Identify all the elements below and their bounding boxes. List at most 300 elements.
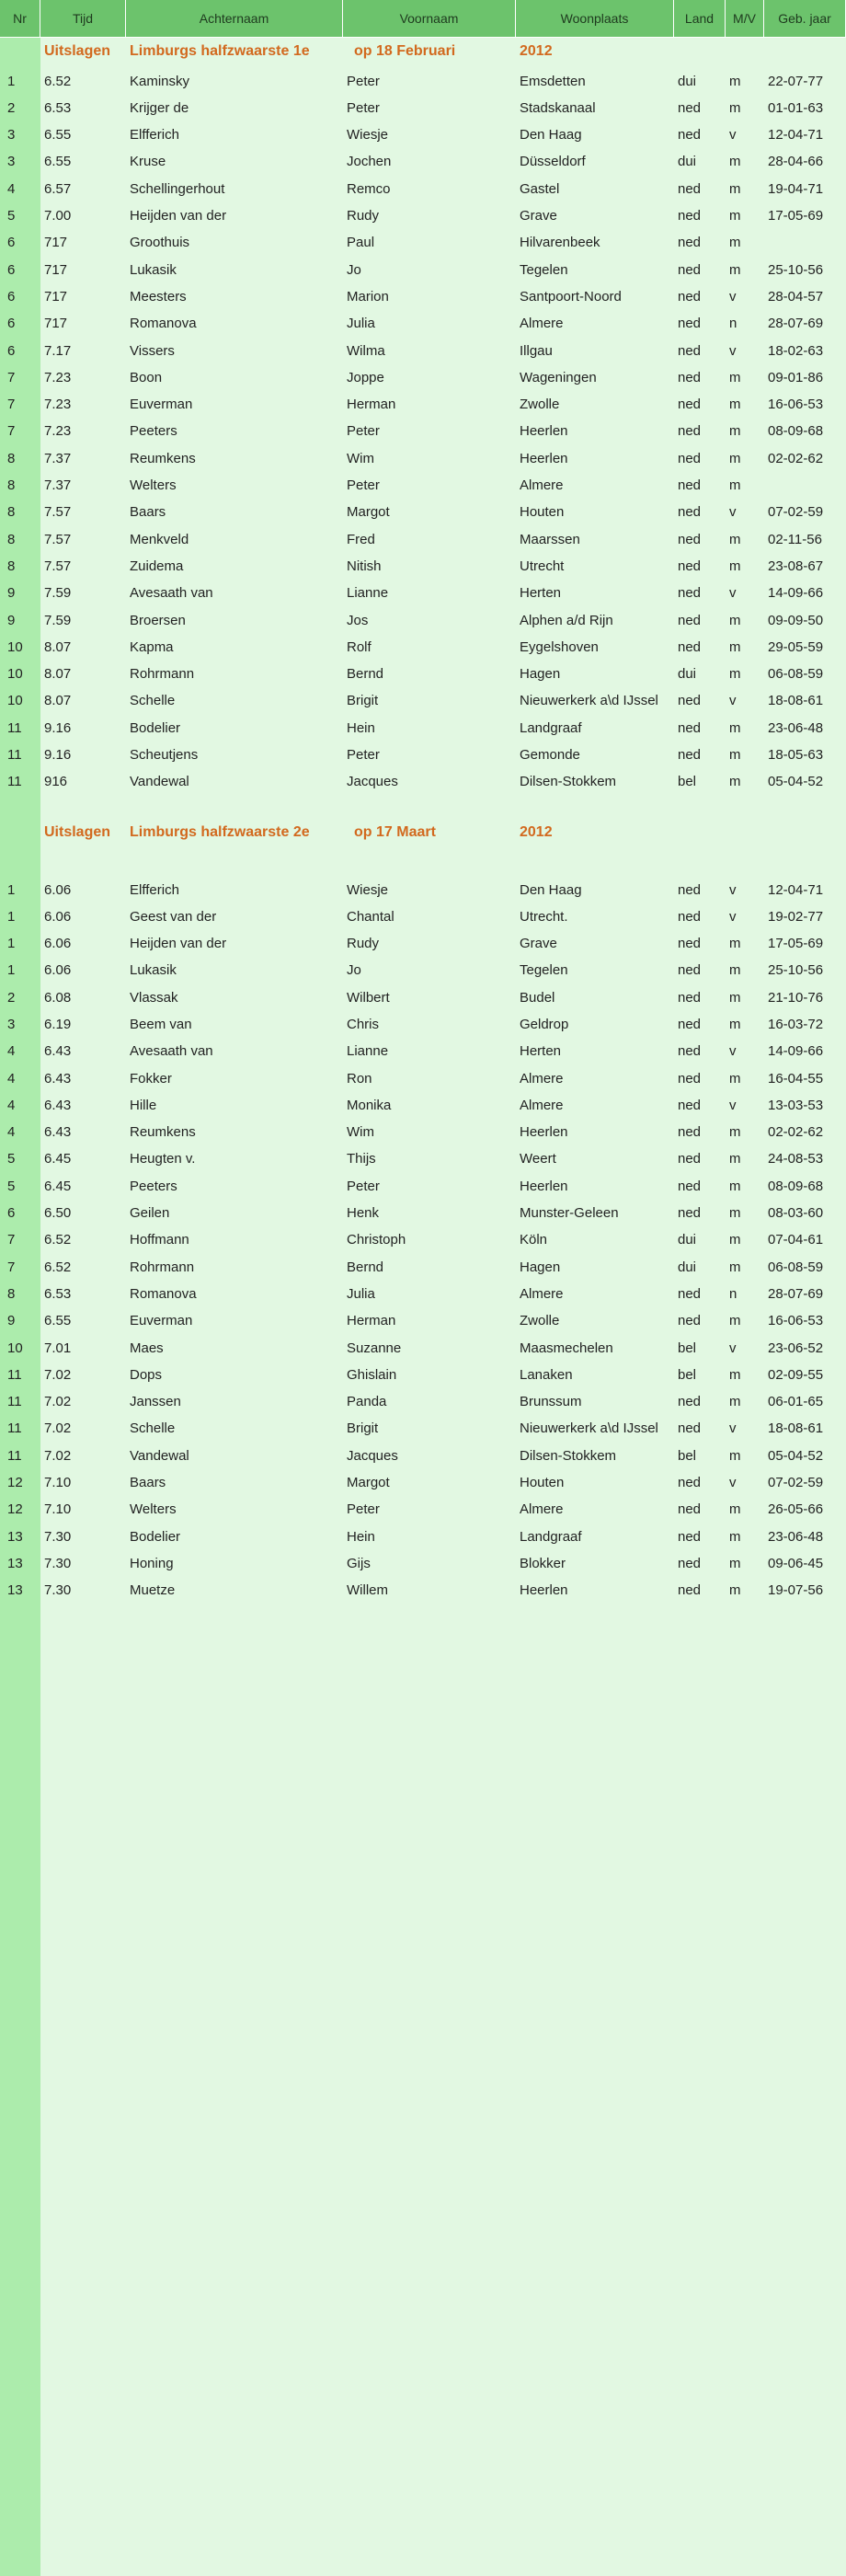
table-row [0,226,846,253]
cell-geb: 09-01-86 [768,369,824,385]
cell-woonplaats: Heerlen [520,1582,568,1599]
cell-nr: 2 [0,981,40,1007]
cell-land: ned [678,288,702,305]
cell-achternaam: Avesaath van [130,585,213,602]
cell-geb: 19-02-77 [768,908,824,925]
cell-land: ned [678,881,702,898]
cell-nr: 5 [0,1143,40,1169]
cell-woonplaats: Hagen [520,666,561,683]
table-row [0,1008,846,1035]
cell-nr: 3 [0,119,40,145]
cell-land: dui [678,154,697,170]
cell-mv: v [729,1340,737,1356]
cell-geb: 25-10-56 [768,261,824,278]
cell-mv: m [729,1366,741,1383]
cell-woonplaats: Den Haag [520,881,582,898]
cell-voornaam: Suzanne [347,1340,402,1356]
cell-achternaam: Elfferich [130,127,179,144]
cell-achternaam: Kaminsky [130,73,190,89]
cell-achternaam: Groothuis [130,235,190,251]
cell-tijd: 7.02 [44,1394,72,1410]
cell-achternaam: Menkveld [130,531,189,547]
cell-mv: m [729,1178,741,1194]
cell-geb: 07-02-59 [768,1475,824,1491]
cell-woonplaats: Dilsen-Stokkem [520,1447,617,1464]
cell-achternaam: Heijden van der [130,208,227,224]
cell-woonplaats: Köln [520,1232,548,1248]
cell-geb: 02-02-62 [768,450,824,466]
cell-mv: m [729,154,741,170]
cell-geb: 28-04-57 [768,288,824,305]
cell-geb: 17-05-69 [768,208,824,224]
cell-voornaam: Monika [347,1097,392,1113]
cell-geb: 02-02-62 [768,1124,824,1141]
cell-land: ned [678,423,702,440]
cell-tijd: 6.06 [44,908,72,925]
cell-geb: 06-01-65 [768,1394,824,1410]
table-row [0,711,846,738]
cell-geb: 06-08-59 [768,666,824,683]
cell-achternaam: Meesters [130,288,187,305]
cell-geb: 17-05-69 [768,936,824,952]
cell-land: ned [678,1555,702,1571]
cell-woonplaats: Grave [520,936,557,952]
cell-geb [764,226,846,253]
cell-achternaam: Geest van der [130,908,217,925]
cell-mv: m [729,1501,741,1518]
cell-tijd: 7.02 [44,1366,72,1383]
cell-tijd: 8.07 [44,693,72,709]
cell-voornaam: Rudy [347,936,380,952]
cell-geb: 12-04-71 [768,881,824,898]
cell-nr: 7 [0,1250,40,1277]
cell-tijd: 7.37 [44,477,72,494]
cell-voornaam: Peter [347,477,380,494]
cell-achternaam: Heijden van der [130,936,227,952]
section2-title: Limburgs halfzwaarste 2e [130,824,310,841]
cell-geb [764,469,846,496]
section2-heading [0,820,846,846]
cell-nr: 13 [0,1574,40,1601]
cell-tijd: 6.43 [44,1097,72,1113]
cell-mv: m [729,747,741,764]
cell-voornaam: Wim [347,450,374,466]
table-row [0,954,846,981]
cell-nr: 1 [0,901,40,927]
cell-land: bel [678,1447,697,1464]
cell-voornaam: Marion [347,288,389,305]
cell-woonplaats: Eygelshoven [520,638,599,655]
cell-nr: 8 [0,442,40,468]
table-row [0,550,846,577]
cell-land: ned [678,1420,702,1437]
cell-nr: 9 [0,1305,40,1331]
cell-land: ned [678,719,702,736]
section1-label: Uitslagen [44,42,111,59]
cell-tijd: 7.23 [44,397,72,413]
cell-nr: 4 [0,172,40,199]
cell-achternaam: Geilen [130,1205,170,1222]
table-row [0,92,846,119]
cell-land: ned [678,693,702,709]
table-row [0,739,846,765]
cell-mv: m [729,180,741,197]
cell-nr: 6 [0,307,40,334]
cell-land: dui [678,666,697,683]
cell-geb: 25-10-56 [768,962,824,979]
cell-mv: v [729,1097,737,1113]
cell-achternaam: Zuidema [130,558,184,574]
cell-nr: 11 [0,711,40,738]
cell-tijd: 7.23 [44,423,72,440]
cell-woonplaats: Heerlen [520,1124,568,1141]
cell-tijd: 8.07 [44,638,72,655]
cell-tijd: 6.45 [44,1178,72,1194]
cell-mv: v [729,585,737,602]
cell-achternaam: Romanova [130,1285,197,1302]
cell-voornaam: Peter [347,423,380,440]
cell-mv: m [729,261,741,278]
table-row [0,1547,846,1574]
cell-nr: 4 [0,1089,40,1116]
cell-nr: 10 [0,684,40,711]
table-row [0,1574,846,1601]
cell-nr: 7 [0,415,40,442]
cell-woonplaats: Alphen a/d Rijn [520,612,613,628]
cell-woonplaats: Dilsen-Stokkem [520,774,617,790]
cell-land: ned [678,1124,702,1141]
section1-title: Limburgs halfzwaarste 1e [130,42,310,59]
cell-voornaam: Jochen [347,154,392,170]
cell-nr: 3 [0,145,40,172]
cell-mv: v [729,342,737,359]
cell-woonplaats: Landgraaf [520,719,582,736]
cell-mv: n [729,316,737,332]
cell-achternaam: Heugten v. [130,1151,196,1167]
cell-woonplaats: Houten [520,504,565,521]
cell-achternaam: Scheutjens [130,747,199,764]
cell-land: ned [678,450,702,466]
table-row [0,901,846,927]
cell-achternaam: Avesaath van [130,1043,213,1060]
cell-tijd: 6.53 [44,99,72,116]
cell-land: ned [678,989,702,1006]
cell-geb: 23-06-48 [768,1528,824,1545]
table-row [0,1224,846,1250]
cell-geb: 06-08-59 [768,1259,824,1275]
cell-mv: m [729,558,741,574]
cell-mv: m [729,612,741,628]
cell-woonplaats: Tegelen [520,962,568,979]
cell-woonplaats: Weert [520,1151,556,1167]
cell-mv: m [729,1555,741,1571]
cell-woonplaats: Lanaken [520,1366,573,1383]
cell-woonplaats: Almere [520,1070,564,1087]
table-row [0,442,846,468]
cell-voornaam: Julia [347,316,375,332]
cell-geb: 16-06-53 [768,1313,824,1329]
cell-tijd: 7.57 [44,504,72,521]
cell-land: ned [678,531,702,547]
cell-nr: 8 [0,1278,40,1305]
table-row [0,334,846,361]
cell-tijd: 9.16 [44,747,72,764]
col-header-land: Land [674,0,726,38]
table-row [0,658,846,684]
cell-mv: m [729,450,741,466]
cell-geb: 18-02-63 [768,342,824,359]
cell-woonplaats: Nieuwerkerk a\d IJssel [520,1420,658,1437]
cell-geb: 19-04-71 [768,180,824,197]
cell-achternaam: Rohrmann [130,1259,195,1275]
cell-achternaam: Broersen [130,612,186,628]
cell-mv: m [729,208,741,224]
cell-land: ned [678,1394,702,1410]
cell-nr: 11 [0,1412,40,1439]
cell-voornaam: Thijs [347,1151,376,1167]
cell-mv: m [729,774,741,790]
table-row [0,1197,846,1224]
cell-mv: m [729,1394,741,1410]
cell-tijd: 6.45 [44,1151,72,1167]
cell-land: ned [678,1582,702,1599]
cell-geb: 13-03-53 [768,1097,824,1113]
cell-land: dui [678,1232,697,1248]
cell-geb: 09-09-50 [768,612,824,628]
cell-voornaam: Peter [347,73,380,89]
cell-woonplaats: Maarssen [520,531,580,547]
table-row [0,253,846,280]
table-row [0,1169,846,1196]
cell-achternaam: Reumkens [130,450,196,466]
cell-geb: 28-07-69 [768,316,824,332]
cell-voornaam: Peter [347,1501,380,1518]
table-row [0,631,846,658]
cell-land: ned [678,936,702,952]
cell-voornaam: Jo [347,962,361,979]
cell-voornaam: Rolf [347,638,372,655]
cell-mv: v [729,288,737,305]
cell-voornaam: Remco [347,180,391,197]
cell-tijd: 6.43 [44,1070,72,1087]
cell-voornaam: Bernd [347,666,384,683]
cell-mv: v [729,693,737,709]
table-row [0,415,846,442]
cell-land: ned [678,908,702,925]
cell-woonplaats: Blokker [520,1555,566,1571]
cell-nr: 12 [0,1493,40,1520]
cell-achternaam: Baars [130,504,166,521]
cell-geb: 12-04-71 [768,127,824,144]
cell-land: ned [678,208,702,224]
cell-achternaam: Dops [130,1366,163,1383]
cell-voornaam: Hein [347,719,375,736]
section2-date: op 17 Maart [354,824,436,841]
table-row [0,604,846,630]
cell-tijd: 7.17 [44,342,72,359]
cell-mv: v [729,881,737,898]
cell-nr: 1 [0,64,40,91]
table-row [0,388,846,415]
cell-mv: m [729,235,741,251]
cell-nr: 9 [0,577,40,604]
cell-woonplaats: Herten [520,585,562,602]
cell-mv: m [729,73,741,89]
cell-geb: 23-08-67 [768,558,824,574]
cell-nr: 6 [0,1197,40,1224]
cell-woonplaats: Grave [520,208,557,224]
cell-tijd: 6.52 [44,1232,72,1248]
cell-nr: 4 [0,1116,40,1143]
cell-nr: 6 [0,334,40,361]
cell-voornaam: Wiesje [347,127,389,144]
cell-land: ned [678,1285,702,1302]
cell-woonplaats: Utrecht [520,558,565,574]
table-row [0,1359,846,1386]
cell-land: ned [678,369,702,385]
cell-land: dui [678,1259,697,1275]
table-row [0,1466,846,1493]
cell-mv: n [729,1285,737,1302]
cell-voornaam: Peter [347,1178,380,1194]
table-row [0,496,846,523]
cell-tijd: 7.02 [44,1420,72,1437]
cell-geb: 18-05-63 [768,747,824,764]
section1-date: op 18 Februari [354,42,456,59]
cell-tijd: 6.06 [44,936,72,952]
cell-woonplaats: Santpoort-Noord [520,288,622,305]
cell-mv: m [729,99,741,116]
cell-mv: m [729,936,741,952]
cell-voornaam: Lianne [347,1043,389,1060]
cell-tijd: 8.07 [44,666,72,683]
cell-nr: 11 [0,1439,40,1466]
table-row [0,281,846,307]
cell-achternaam: Bodelier [130,719,181,736]
cell-woonplaats: Herten [520,1043,562,1060]
cell-mv: v [729,1475,737,1491]
table-row [0,64,846,91]
cell-land: ned [678,1151,702,1167]
cell-voornaam: Margot [347,1475,390,1491]
cell-geb: 14-09-66 [768,585,824,602]
cell-achternaam: Janssen [130,1394,181,1410]
cell-achternaam: Muetze [130,1582,176,1599]
cell-geb: 01-01-63 [768,99,824,116]
cell-geb: 07-04-61 [768,1232,824,1248]
cell-voornaam: Ron [347,1070,372,1087]
table-row [0,1250,846,1277]
cell-tijd: 7.57 [44,531,72,547]
cell-tijd: 7.02 [44,1447,72,1464]
cell-woonplaats: Munster-Geleen [520,1205,619,1222]
cell-tijd: 6.55 [44,154,72,170]
cell-mv: m [729,1447,741,1464]
cell-tijd: 6.55 [44,127,72,144]
cell-nr: 3 [0,1008,40,1035]
cell-nr: 13 [0,1520,40,1547]
cell-land: ned [678,1178,702,1194]
cell-mv: m [729,423,741,440]
cell-land: ned [678,1043,702,1060]
cell-voornaam: Christoph [347,1232,406,1248]
cell-nr: 8 [0,496,40,523]
cell-land: dui [678,73,697,89]
cell-woonplaats: Almere [520,1501,564,1518]
cell-voornaam: Lianne [347,585,389,602]
cell-mv: m [729,1151,741,1167]
cell-woonplaats: Gastel [520,180,560,197]
table-row [0,927,846,954]
cell-achternaam: Honing [130,1555,174,1571]
cell-woonplaats: Tegelen [520,261,568,278]
cell-nr: 7 [0,362,40,388]
cell-mv: m [729,719,741,736]
cell-geb: 16-03-72 [768,1016,824,1032]
table-row [0,1520,846,1547]
table-row [0,1331,846,1358]
cell-geb: 14-09-66 [768,1043,824,1060]
cell-nr: 1 [0,927,40,954]
cell-voornaam: Fred [347,531,375,547]
cell-geb: 02-09-55 [768,1366,824,1383]
cell-tijd: 7.59 [44,585,72,602]
section1-year: 2012 [520,42,553,59]
cell-nr: 6 [0,253,40,280]
cell-woonplaats: Stadskanaal [520,99,596,116]
cell-land: ned [678,1205,702,1222]
cell-tijd: 6.53 [44,1285,72,1302]
cell-tijd: 7.37 [44,450,72,466]
cell-woonplaats: Zwolle [520,397,560,413]
cell-geb: 23-06-48 [768,719,824,736]
cell-nr: 7 [0,1224,40,1250]
cell-achternaam: Bodelier [130,1528,181,1545]
cell-geb: 16-06-53 [768,397,824,413]
cell-geb: 07-02-59 [768,504,824,521]
cell-nr: 10 [0,1331,40,1358]
cell-tijd: 7.00 [44,208,72,224]
cell-mv: m [729,1016,741,1032]
cell-achternaam: Fokker [130,1070,172,1087]
cell-tijd: 7.10 [44,1475,72,1491]
cell-achternaam: Vandewal [130,1447,189,1464]
cell-land: ned [678,1313,702,1329]
cell-land: ned [678,235,702,251]
cell-tijd: 717 [44,261,68,278]
cell-achternaam: Boon [130,369,163,385]
cell-voornaam: Herman [347,1313,396,1329]
cell-geb: 28-04-66 [768,154,824,170]
cell-achternaam: Schellingerhout [130,180,225,197]
table-row [0,1035,846,1062]
cell-mv: m [729,1205,741,1222]
table-row [0,1386,846,1412]
cell-voornaam: Herman [347,397,396,413]
cell-geb: 18-08-61 [768,1420,824,1437]
cell-voornaam: Hein [347,1528,375,1545]
cell-land: ned [678,747,702,764]
cell-tijd: 6.52 [44,73,72,89]
cell-mv: v [729,1420,737,1437]
cell-achternaam: Lukasik [130,261,177,278]
section2-year: 2012 [520,824,553,841]
cell-land: bel [678,774,697,790]
cell-tijd: 7.01 [44,1340,72,1356]
cell-tijd: 7.23 [44,369,72,385]
spacer-row [0,792,846,819]
spacer-row [0,846,846,873]
